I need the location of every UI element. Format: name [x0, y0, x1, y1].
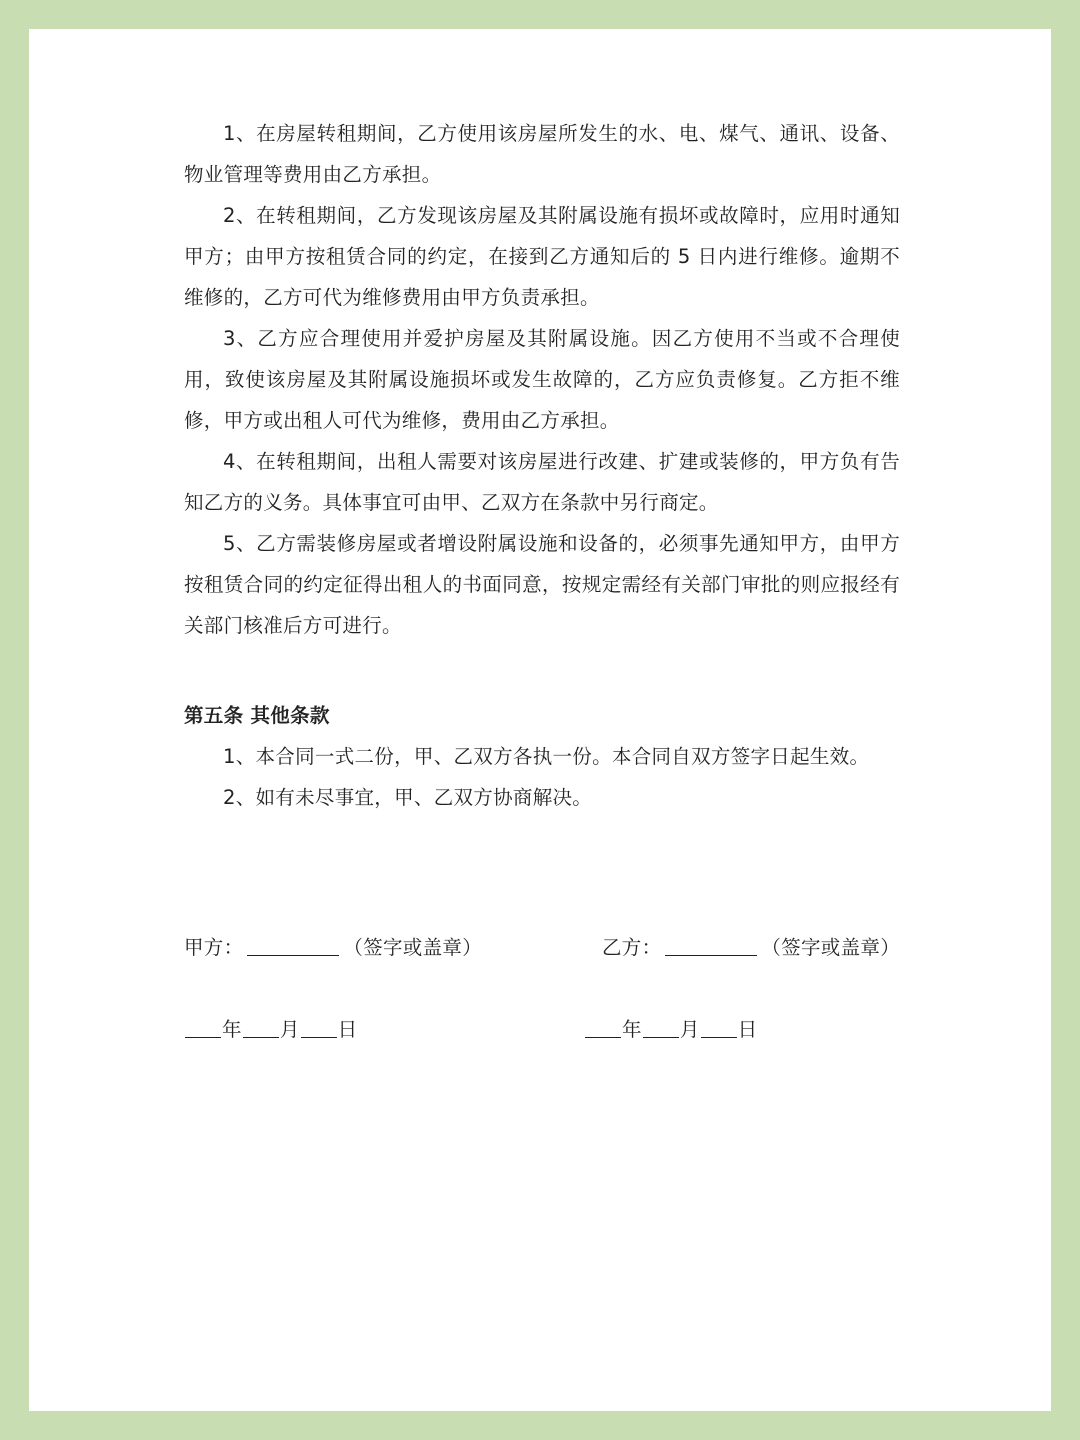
year-label: 年 [222, 1018, 242, 1041]
document-page [29, 29, 1051, 1411]
day-label: 日 [737, 1018, 758, 1041]
party-a-sign-line [247, 935, 339, 956]
clause-4: 4、在转租期间，出租人需要对该房屋进行改建、扩建或装修的，甲方负有告知乙方的义务。具体事宜可由甲、乙双方在条款中另行商定。 [184, 450, 900, 514]
day-blank [301, 1017, 337, 1038]
party-b-signature [602, 933, 900, 963]
party-a-signature [184, 933, 482, 963]
contract-body [184, 113, 900, 818]
party-a-date [184, 1015, 357, 1045]
party-a-sign-note: （签字或盖章） [343, 936, 483, 959]
party-b-date [584, 1015, 757, 1045]
clause-5: 5、乙方需装修房屋或者增设附属设施和设备的，必须事先通知甲方，由甲方按租赁合同的约定征得出租人的书面同意，按规定需经有关部门审批的则应报经有关部门核准后方可进行。 [184, 532, 900, 637]
section-title: 第五条 其他条款 [184, 704, 330, 727]
year-blank [185, 1017, 221, 1038]
year-blank [585, 1017, 621, 1038]
clause-1: 1、在房屋转租期间，乙方使用该房屋所发生的水、电、煤气、通讯、设备、物业管理等费用由乙方承担。 [184, 122, 900, 186]
section-item-2: 2、如有未尽事宜，甲、乙双方协商解决。 [223, 786, 593, 809]
section-item-1: 1、本合同一式二份，甲、乙双方各执一份。本合同自双方签字日起生效。 [223, 745, 870, 768]
day-blank [701, 1017, 737, 1038]
clause-2: 2、在转租期间，乙方发现该房屋及其附属设施有损坏或故障时，应用时通知甲方；由甲方按租赁合同的约定，在接到乙方通知后的 5 日内进行维修。逾期不维修的，乙方可代为维修费用由甲方负责承担。 [184, 204, 900, 309]
party-a-label: 甲方： [184, 936, 244, 959]
party-b-sign-note: （签字或盖章） [761, 936, 901, 959]
party-b-sign-line [665, 935, 757, 956]
year-label: 年 [622, 1018, 642, 1041]
month-label: 月 [279, 1018, 300, 1041]
party-b-label: 乙方： [602, 936, 662, 959]
month-blank [643, 1017, 679, 1038]
month-blank [243, 1017, 279, 1038]
day-label: 日 [337, 1018, 358, 1041]
clause-3: 3、乙方应合理使用并爱护房屋及其附属设施。因乙方使用不当或不合理使用，致使该房屋及其附属设施损坏或发生故障的，乙方应负责修复。乙方拒不维修，甲方或出租人可代为维修，费用由乙方承担。 [184, 327, 900, 432]
month-label: 月 [679, 1018, 700, 1041]
